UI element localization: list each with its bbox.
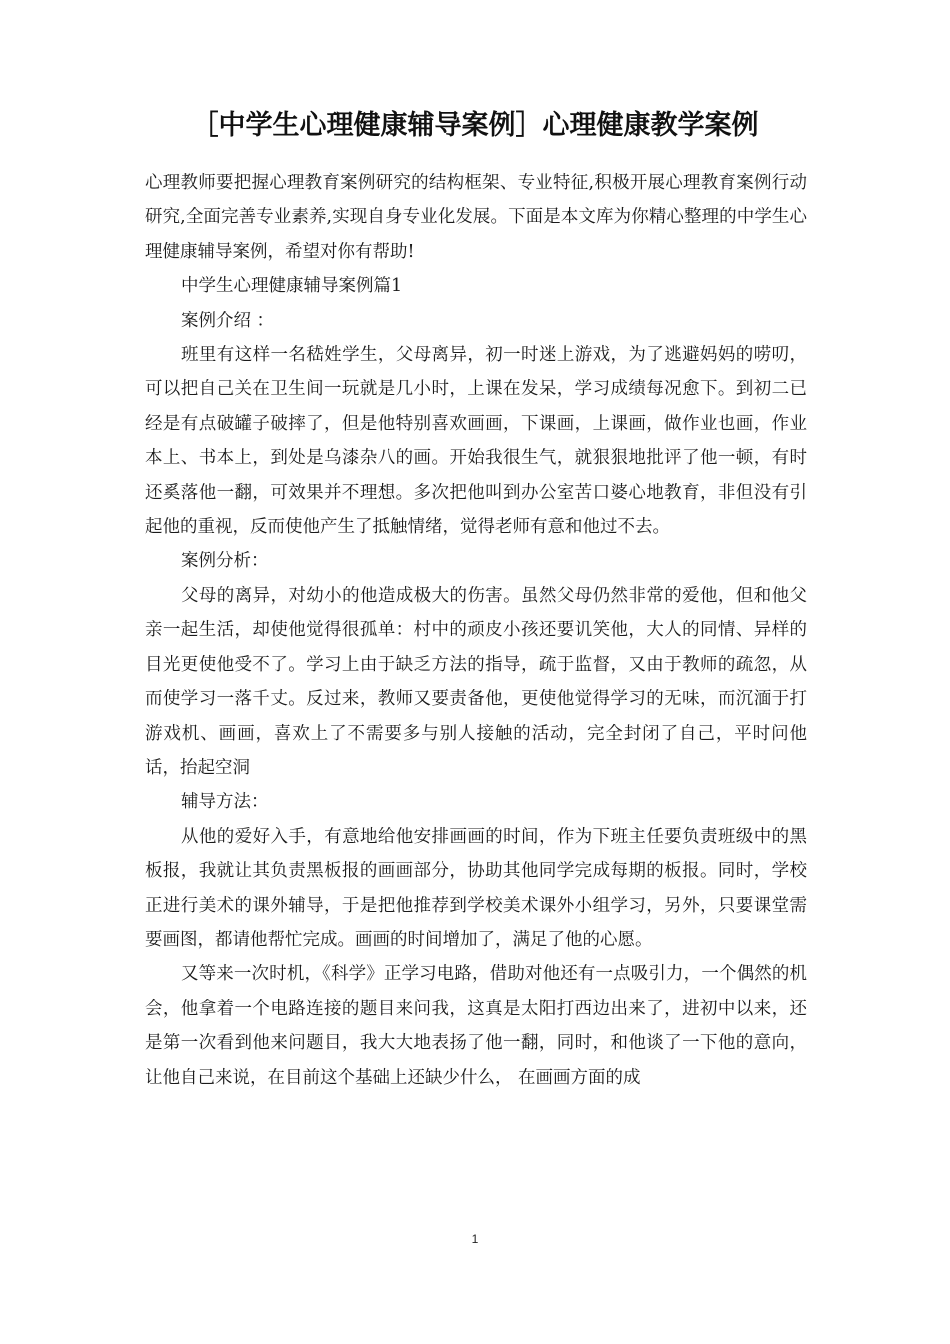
paragraph: 辅导方法： <box>181 792 269 813</box>
paragraph: 从他的爱好入手，有意地给他安排画画的时间，作为下班主任要负责班级中的黑板报，我就让其负责黑板报的画画部分，协助其他同学完成每期的板报。同时，学校正进行美术的课外辅导，于是把他推荐到学校美术课外小组学习，另外，只要课堂需要画图，都请他帮忙完成。画画的时间增加了，满足了他的心愿。 <box>145 826 807 950</box>
paragraph: 又等来一次时机，《科学》正学习电路，借助对他还有一点吸引力，一个偶然的机会，他拿着一个电路连接的题目来问我，这真是太阳打西边出来了，进初中以来，还是第一次看到他来问题目，我大大地表扬了他一翻，同时，和他谈了一下他的意向，让他自己来说，在目前这个基础上还缺少什么， 在画画方面的成 <box>145 964 807 1088</box>
paragraph: 班里有这样一名嵇姓学生，父母离异，初一时迷上游戏，为了逃避妈妈的唠叨，可以把自己关在卫生间一玩就是几小时，上课在发呆，学习成绩每况愈下。到初二已经是有点破罐子破摔了，但是他特别喜欢画画，下课画，上课画，做作业也画，作业本上、书本上，到处是乌漆杂八的画。开始我很生气，就狠狠地批评了他一顿，有时还奚落他一翻，可效果并不理想。多次把他叫到办公室苦口婆心地教育，非但没有引起他的重视，反而使他产生了抵触情绪，觉得老师有意和他过不去。 <box>145 345 807 538</box>
document-title: ［中学生心理健康辅导案例］心理健康教学案例 <box>191 110 759 141</box>
paragraph: 中学生心理健康辅导案例篇1 <box>181 276 403 297</box>
paragraph: 心理教师要把握心理教育案例研究的结构框架、专业特征,积极开展心理教育案例行动研究,全面完善专业素养,实现自身专业化发展。下面是本文库为你精心整理的中学生心理健康辅导案例，希望对你有帮助! <box>145 173 807 262</box>
paragraph: 父母的离异，对幼小的他造成极大的伤害。虽然父母仍然非常的爱他，但和他父亲一起生活，却使他觉得很孤单：村中的顽皮小孩还要讥笑他，大人的同情、异样的目光更使他受不了。学习上由于缺乏方法的指导，疏于监督，又由于教师的疏忽，从而使学习一落千丈。反过来，教师又要责备他，更使他觉得学习的无味，而沉湎于打游戏机、画画，喜欢上了不需要多与别人接触的活动，完全封闭了自己，平时问他话，抬起空洞 <box>145 585 807 778</box>
paragraph: 案例分析： <box>181 551 269 572</box>
paragraph: 案例介绍 ： <box>181 310 275 331</box>
page-number: 1 <box>471 1232 479 1246</box>
document-body <box>145 166 807 1095</box>
